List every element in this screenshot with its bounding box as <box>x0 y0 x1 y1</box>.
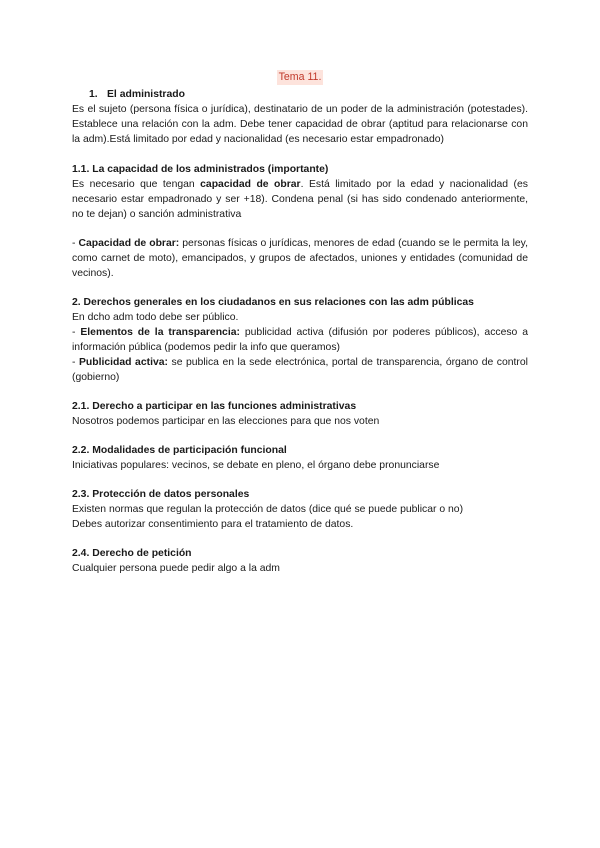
section-1-paragraph: Es el sujeto (persona física o jurídica), destinatario de un poder de la administración (potestades). Establece una relación con la adm. Debe tener capacidad de obrar (aptitud para relacionarse con la adm).Está limitado por edad y nacionalidad (es necesario estar empadronado) <box>72 104 528 145</box>
section-2-3-line-1: Existen normas que regulan la protección de datos (dice qué se puede publicar o no) <box>72 504 464 515</box>
section-1-heading-text: El administrado <box>107 89 185 100</box>
section-1-1-list-item <box>72 236 528 281</box>
text-run: publicidad activa (difusión por poderes públicos), acceso a información pública (podemos pedir la info que queramos) <box>72 327 529 353</box>
spacer <box>72 429 528 443</box>
section-1-1-heading: 1.1. La capacidad de los administrados (importante) <box>72 164 329 175</box>
text-run: personas físicas o jurídicas, menores de edad (cuando se le permita la ley, como carnet de moto), emancipados, y grupos de afectados, uniones y entidades (comunidad de vecinos). <box>72 238 528 279</box>
document-content <box>72 70 528 576</box>
bold-run: capacidad de obrar <box>200 179 301 190</box>
section-2-list-item-1 <box>72 325 528 355</box>
section-2-heading: 2. Derechos generales en los ciudadanos en sus relaciones con las adm públicas <box>72 297 474 308</box>
text-run: se publica en la sede electrónica, portal de transparencia, órgano de control (gobierno) <box>72 357 528 383</box>
document-title: Tema 11. <box>278 71 322 83</box>
bullet-dash: - <box>72 327 81 338</box>
section-2-list-item-2 <box>72 355 528 385</box>
text-run: Es necesario que tengan <box>72 179 201 190</box>
section-2-3-heading: 2.3. Protección de datos personales <box>72 489 250 500</box>
section-2-1-text: Nosotros podemos participar en las elecciones para que nos voten <box>72 416 380 427</box>
section-2-1-heading: 2.1. Derecho a participar en las funciones administrativas <box>72 401 357 412</box>
section-1-1-paragraph <box>72 177 528 222</box>
spacer <box>72 281 528 295</box>
bold-run: Publicidad activa: <box>78 357 168 368</box>
text-run: . Está limitado por la edad y nacionalidad (es necesario estar empadronado y ser +18). Condena penal (si has sido condenado anteriormente, no te dejan) o sanción administrativa <box>72 179 528 220</box>
bullet-dash: - <box>72 238 79 249</box>
spacer <box>72 473 528 487</box>
section-2-2-heading: 2.2. Modalidades de participación funcional <box>72 445 287 456</box>
section-2-2-text: Iniciativas populares: vecinos, se debate en pleno, el órgano debe pronunciarse <box>72 460 440 471</box>
section-2-4-heading: 2.4. Derecho de petición <box>72 548 192 559</box>
section-2-line: En dcho adm todo debe ser público. <box>72 312 239 323</box>
bullet-dash: - <box>72 357 79 368</box>
bold-run: Elementos de la transparencia: <box>80 327 240 338</box>
spacer <box>72 222 528 236</box>
title-wrapper <box>72 70 528 85</box>
bold-run: Capacidad de obrar: <box>78 238 180 249</box>
section-1-number: 1. <box>89 89 98 100</box>
spacer <box>72 147 528 162</box>
spacer <box>72 385 528 399</box>
section-2-4-text: Cualquier persona puede pedir algo a la adm <box>72 563 280 574</box>
section-1-heading <box>89 87 528 102</box>
section-2-3-line-2: Debes autorizar consentimiento para el tratamiento de datos. <box>72 519 354 530</box>
spacer <box>72 532 528 546</box>
